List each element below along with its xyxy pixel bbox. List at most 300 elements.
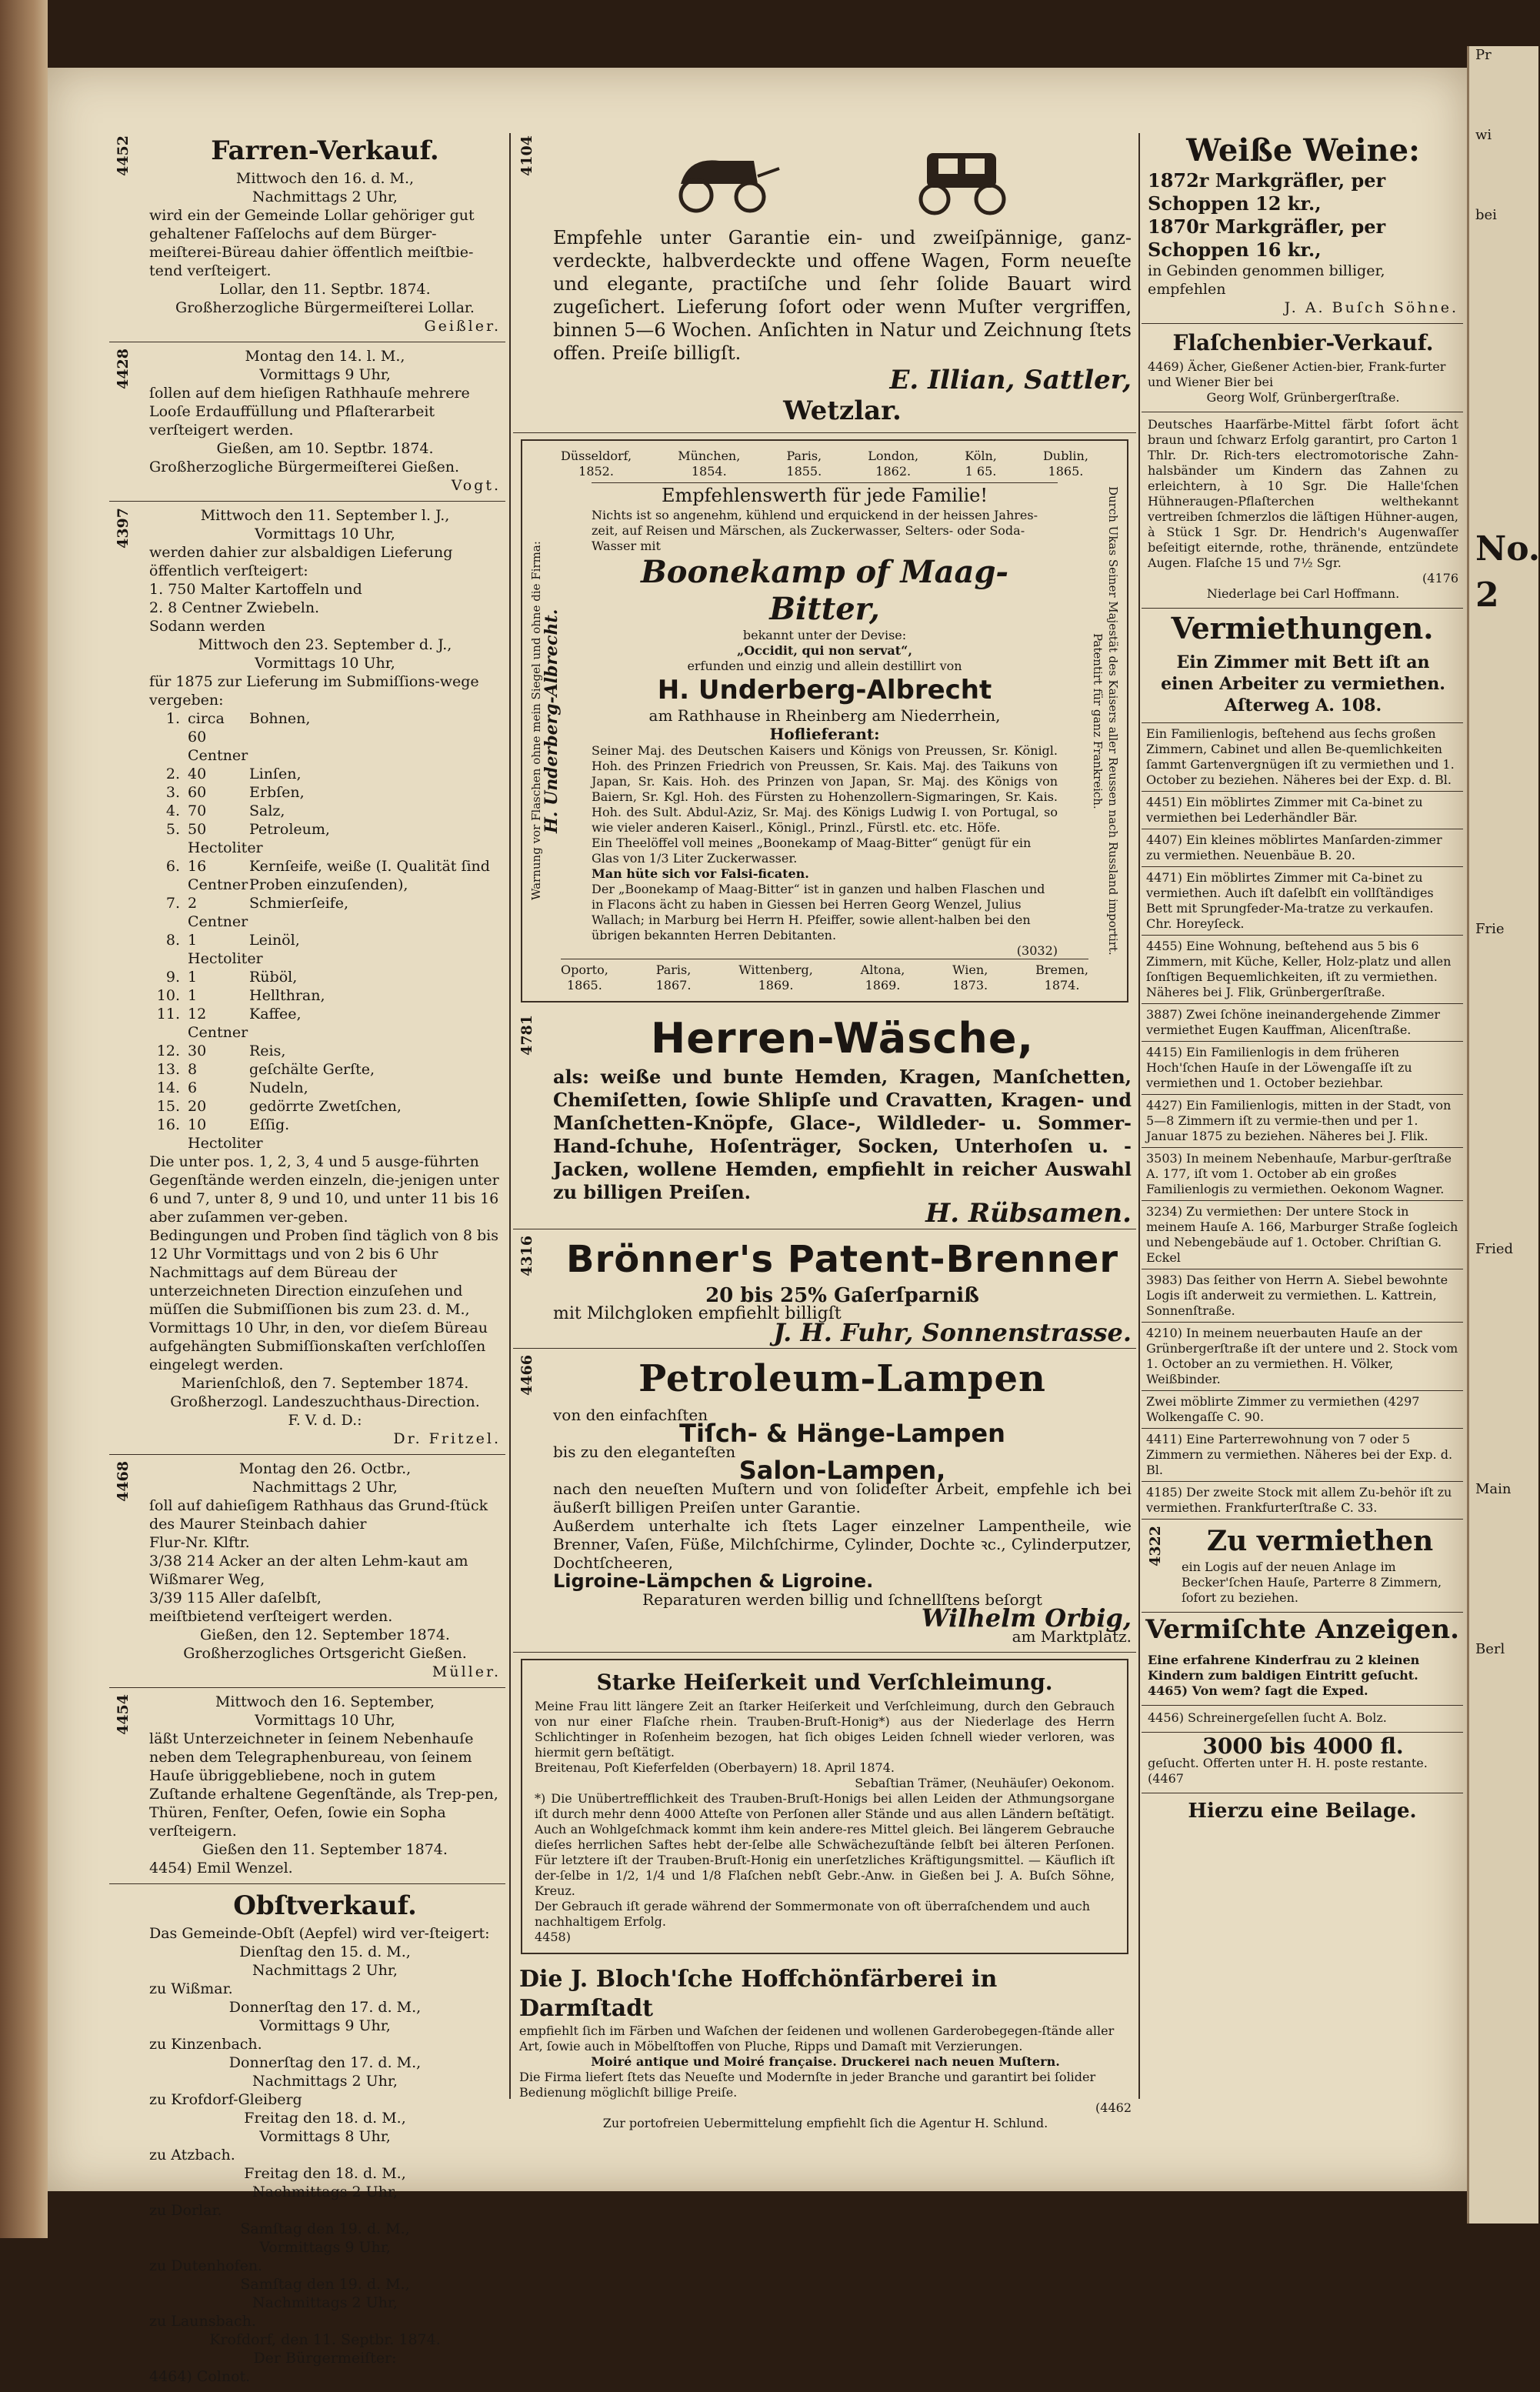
next-page-line xyxy=(1475,1160,1538,1179)
item-cell: 14. xyxy=(156,1079,180,1096)
item-cell: 6 xyxy=(188,1079,198,1096)
award-city xyxy=(965,449,997,479)
item-cell: 1 Hectoliter xyxy=(188,932,263,967)
item-cell: 50 Hectoliter xyxy=(188,821,263,856)
ad-signature: 4454) Emil Wenzel. xyxy=(149,1860,293,1877)
list-item xyxy=(149,709,501,765)
next-page-line xyxy=(1475,366,1538,385)
ad-line: Donnerſtag den 17. d. M., xyxy=(228,1999,422,2016)
boone-supplier-label: Hoflieferant: xyxy=(769,725,880,743)
ad-line: Vormittags 10 Uhr, xyxy=(255,1712,395,1729)
award-cities-bottom xyxy=(561,959,1088,993)
ad-line: zu Atzbach. xyxy=(149,2147,235,2163)
right-column xyxy=(1142,129,1463,2122)
ad-line: Dienſtag den 15. d. M., xyxy=(239,1943,411,1960)
item-cell: 2. xyxy=(165,766,180,782)
rental-item: 4455) Eine Wohnung, beſtehend aus 5 bis 6 Zimmern, mit Küche, Keller, Holz-platz und allen ſonſtigen Bequemlichkeiten, iſt zu vermiethen. Näheres bei J. Flik, Grünbergerſtraße. xyxy=(1142,936,1463,1004)
next-page-line: Main xyxy=(1475,1481,1512,1497)
item-cell: 12 Centner xyxy=(188,1006,248,1041)
ad-line: Marienſchloß, den 7. September 1874. xyxy=(181,1375,469,1392)
rental-item: 3887) Zwei ſchöne ineinandergehende Zimmer vermiethet Eugen Kauffman, Alicenſtraße. xyxy=(1142,1004,1463,1042)
ad-line: Großherzogliche Bürgermeiſterei Lollar. xyxy=(175,299,475,316)
item-cell: 7. xyxy=(165,895,180,912)
next-page-edge xyxy=(1467,46,1538,2224)
ad-code: 4458) xyxy=(535,1930,571,1944)
ad-body: 4469) Ächer, Gießener Actien-bier, Frank-furter und Wiener Bier bei xyxy=(1148,359,1446,389)
ad-line: Nachmittags 2 Uhr, xyxy=(252,1962,398,1979)
item-cell: Schmierſeife, xyxy=(249,895,348,912)
ad-line: zu Launsbach. xyxy=(149,2313,256,2330)
award-text: Bremen, xyxy=(1035,962,1088,977)
ad-highlight: Ligroine-Lämpchen & Ligroine. xyxy=(553,1570,874,1592)
ad-signature: Dr. Fritzel. xyxy=(393,1430,501,1447)
ad-subtitle: 20 bis 25% Gaſerſparniß xyxy=(705,1284,979,1307)
boone-motto: bekannt unter der Devise: xyxy=(742,628,907,642)
item-cell: Salz, xyxy=(249,802,285,819)
ad-number: 4397 xyxy=(115,508,132,549)
side-warning xyxy=(528,464,582,978)
carriage-icon xyxy=(665,142,781,219)
award-text: 1867. xyxy=(655,978,692,992)
ad-line: Nachmittags 2 Uhr, xyxy=(252,2294,398,2311)
rental-item: 4407) Ein kleines möblirtes Manſarden-zimmer zu vermiethen. Neuenbäue B. 20. xyxy=(1142,829,1463,867)
award-cities-top xyxy=(561,449,1088,479)
ad-title: Zu vermiethen xyxy=(1206,1525,1434,1557)
ad-line: bis zu den eleganteſten xyxy=(553,1443,736,1461)
boone-dealer: Der „Boonekamp of Maag-Bitter“ ist in ganzen und halben Flaschen und in Flacons ächt zu haben in Giessen bei Herren Georg Wenzel, Julius Wallach; in Marburg bei Herrn H. Pfeiffer, sowie allent-halben bei den übrigen bekannten Herren Debitanten. xyxy=(592,882,1045,942)
item-list xyxy=(149,709,501,1153)
award-text: London, xyxy=(868,449,919,463)
ad-signer: H. Rübsamen. xyxy=(925,1198,1132,1229)
ad-schreinergesellen xyxy=(1142,1706,1463,1733)
ad-number: 4466 xyxy=(518,1355,535,1396)
next-page-line: Fried xyxy=(1475,1241,1514,1257)
next-page-line xyxy=(1475,1400,1538,1419)
item-cell: 6. xyxy=(165,858,180,875)
item-cell: Rüböl, xyxy=(249,969,298,986)
supplement-note: Hierzu eine Beilage. xyxy=(1188,1800,1417,1823)
next-page-line: bei xyxy=(1475,207,1497,223)
ad-line: Sodann werden xyxy=(149,618,265,635)
next-page-line xyxy=(1475,1000,1538,1019)
item-cell: 10. xyxy=(156,987,180,1004)
list-item xyxy=(149,1060,501,1079)
list-item xyxy=(149,968,501,986)
ad-note: *) Die Unübertrefflichkeit des Trauben-Bruſt-Honigs bei allen Leiden der Athmungsorgane iſt durch mehr denn 4000 Atteſte von Perſonen aller Stände und aus allen Ländern beſtätigt. Auch an Wohlgeſchmack kommt ihm kein andere-res Mittel gleich. Bei längerem Gebrauche dieſes herrlichen Saftes hebt der-ſelbe alle Schwächezuſtände ſelbſt bei älteren Perſonen. Für letztere iſt der Trauben-Bruſt-Honig ein unerſetzliches Kräftigungsmittel. — Käuflich iſt der-ſelbe in 1/2, 1/4 und 1/8 Flaſchen nebſt Gebr.-Anw. in Gießen bei J. A. Buſch Söhne, Kreuz. xyxy=(535,1791,1115,1898)
ad-signature: Vogt. xyxy=(451,477,501,494)
list-item xyxy=(149,857,501,894)
ad-body: Außerdem unterhalte ich ſtets Lager einzelner Lampentheile, wie Brenner, Vaſen, Füße, Milchſchirme, Cylinder, Dochte ꝛc., Cylinderputzer, Dochtſcheeren, xyxy=(553,1516,1132,1572)
award-text: Wittenberg, xyxy=(738,962,813,977)
award-text: 1873. xyxy=(952,978,988,992)
ad-number: 4452 xyxy=(115,135,132,176)
ad-line: Vormittags 10 Uhr, xyxy=(255,655,395,672)
ad-number: 4322 xyxy=(1147,1526,1164,1566)
item-cell: geſchälte Gerſte, xyxy=(249,1061,375,1078)
item-cell: 30 xyxy=(188,1043,207,1059)
next-page-line xyxy=(1475,1320,1538,1339)
ad-line: Nachmittags 2 Uhr, xyxy=(252,2183,398,2200)
rental-item: 4210) In meinem neuerbauten Hauſe an der Grünbergerſtraße iſt der untere und 2. Stock vom 1. October an zu vermiethen. H. Völker, Weißbinder. xyxy=(1142,1323,1463,1391)
list-item xyxy=(149,783,501,802)
ad-body: empfiehlt ſich im Färben und Waſchen der ſeidenen und wollenen Garderobegegen-ſtände aller Art, ſowie auch in Möbelſtoffen von Pluche, Ripps und Damaſt mit Verzierungen. xyxy=(519,2023,1115,2053)
next-page-line xyxy=(1475,1560,1538,1579)
item-cell: 2 Centner xyxy=(188,895,248,930)
next-page-line: No. 2 xyxy=(1475,529,1540,615)
next-page-text xyxy=(1475,46,1538,1659)
ad-signature: 4464) Colnot. xyxy=(149,2368,251,2385)
coach-icon xyxy=(904,142,1019,219)
boone-motto: erfunden und einzig und allein destillirt von xyxy=(687,659,962,673)
ad-line: Bedingungen und Proben ſind täglich von 8 bis 12 Uhr Vormittags und von 2 bis 6 Uhr Nachmittags auf dem Büreau der unterzeichneten Direction einzuſehen und müſſen die Submiſſionen bis zum 23. d. M., Vormittags 10 Uhr, in den, vor dieſem Büreau aufgehängten Submiſſionskaſten verſchloſſen eingelegt werden. xyxy=(149,1227,498,1373)
ad-erdauffuellung xyxy=(109,342,505,502)
rental-item: Zwei möblirte Zimmer zu vermiethen (4297 Wolkengaſſe C. 90. xyxy=(1142,1391,1463,1429)
ad-line: 1872r Markgräfler, per Schoppen 12 kr., xyxy=(1148,169,1386,215)
ad-highlight: Moiré antique und Moiré française. Druckerei nach neuen Muſtern. xyxy=(591,2054,1060,2069)
ad-title: Weiße Weine: xyxy=(1186,132,1420,168)
ad-line: Gießen, den 12. September 1874. xyxy=(200,1626,450,1643)
item-cell: 4. xyxy=(165,802,180,819)
next-page-line: wi xyxy=(1475,127,1492,143)
award-city xyxy=(868,449,918,479)
ad-heading: Salon-Lampen, xyxy=(738,1456,946,1485)
ad-body: geſucht. Offerten unter H. H. poste restante. (4467 xyxy=(1148,1756,1428,1786)
ad-haarfaerbe xyxy=(1142,412,1463,609)
item-cell: Erbſen, xyxy=(249,784,305,801)
ad-geld-gesucht xyxy=(1142,1733,1463,1793)
ad-line: Lollar, den 11. Septbr. 1874. xyxy=(219,281,431,298)
item-cell: 9. xyxy=(165,969,180,986)
item-cell: 60 xyxy=(188,784,207,801)
ad-place: am Marktplatz. xyxy=(1012,1627,1132,1646)
ad-signature: Müller. xyxy=(432,1663,501,1680)
ad-line: Montag den 14. l. M., xyxy=(245,348,405,365)
carriage-illustrations xyxy=(553,134,1132,226)
ad-line: zu Dutenhofen. xyxy=(149,2257,263,2274)
ad-line: Gießen, am 10. Septbr. 1874. xyxy=(216,440,434,457)
ad-obstverkauf xyxy=(109,1884,505,2392)
next-page-line xyxy=(1475,760,1538,779)
award-text: 1862. xyxy=(875,464,912,479)
side-text: Warnung vor Flaschen ohne mein Siegel und ohne die Firma: xyxy=(529,541,543,901)
item-cell: circa 60 Centner xyxy=(188,710,248,764)
ad-line: für 1875 zur Lieferung im Submiſſions-wege vergeben: xyxy=(149,673,479,709)
ad-line: meiſtbietend verſteigert werden. xyxy=(149,1608,393,1625)
item-cell: Bohnen, xyxy=(249,710,311,727)
award-text: Dublin, xyxy=(1042,449,1088,463)
ad-petroleum-lampen xyxy=(513,1349,1136,1653)
ad-agent: Zur portofreien Uebermittelung empfiehlt ſich die Agentur H. Schlund. xyxy=(602,2116,1048,2130)
list-item xyxy=(149,986,501,1005)
ad-body: Eine erfahrene Kinderfrau zu 2 kleinen Kindern zum baldigen Eintritt geſucht. 4465) Von wem? ſagt die Exped. xyxy=(1148,1653,1420,1698)
ad-title: Brönner's Patent-Brenner xyxy=(566,1238,1118,1281)
ad-verstei gerung-wenzel xyxy=(109,1688,505,1884)
ad-line: Das Gemeinde-Obſt (Aepfel) wird ver-ſteigert: xyxy=(149,1925,490,1942)
ad-code: (4462 xyxy=(1095,2100,1132,2115)
ad-line: Mittwoch den 16. d. M., xyxy=(235,170,415,187)
ad-carriages xyxy=(513,129,1136,433)
boone-product: Boonekamp of Maag-Bitter, xyxy=(640,554,1009,627)
ad-line: Vormittags 10 Uhr, xyxy=(255,525,395,542)
ad-place: Breitenau, Poſt Kieferfelden (Oberbayern) 18. April 1874. xyxy=(535,1760,895,1775)
item-cell: 70 xyxy=(188,802,207,819)
list-item xyxy=(149,1042,501,1060)
ad-signer: E. Illian, Sattler, xyxy=(889,365,1132,395)
ad-line: zu Krofdorf-Gleiberg xyxy=(149,2091,302,2108)
ad-number: 4104 xyxy=(518,135,535,176)
award-text: München, xyxy=(678,449,741,463)
ad-line: Flur-Nr. Klftr. xyxy=(149,1534,250,1551)
column-rule xyxy=(1138,133,1140,2099)
award-text: 1 65. xyxy=(965,464,997,479)
book-spine xyxy=(0,0,48,2238)
ad-line: Mittwoch den 11. September l. J., xyxy=(200,507,450,524)
ad-line: 3/39 115 Aller daſelbſt, xyxy=(149,1590,322,1606)
item-cell: 12. xyxy=(156,1043,180,1059)
ad-line: Nachmittags 2 Uhr, xyxy=(252,188,398,205)
rental-item: 4471) Ein möblirtes Zimmer mit Ca-binet zu vermiethen. Auch iſt daſelbſt ein vollſtändiges Bett mit Sprungfeder-Ma-tratze zu verkaufen. Chr. Horeyſeck. xyxy=(1142,867,1463,936)
list-item xyxy=(149,931,501,968)
rental-list xyxy=(1142,723,1463,1520)
next-page-line xyxy=(1475,1080,1538,1099)
ad-zimmer-bett xyxy=(1142,647,1463,723)
item-cell: 13. xyxy=(156,1061,180,1078)
ad-line: Mittwoch den 23. September d. J., xyxy=(198,636,452,653)
list-item xyxy=(149,765,501,783)
award-text: 1865. xyxy=(566,978,602,992)
ad-line: Der Bürgermeiſter: xyxy=(253,2350,397,2367)
boone-dose: Ein Theelöffel voll meines „Boonekamp of Maag-Bitter“ genügt für ein Glas von 1/3 Liter Zuckerwasser. xyxy=(592,836,1032,866)
list-item xyxy=(149,1116,501,1153)
item-cell: 11. xyxy=(156,1006,180,1023)
ad-line: 3/38 214 Acker an der alten Lehm-kaut am Wißmarer Weg, xyxy=(149,1553,468,1588)
ad-title: Herren-Wäsche, xyxy=(651,1014,1034,1063)
ad-line: Samſtag den 19. d. M., xyxy=(240,2220,410,2237)
item-cell: gedörrte Zwetſchen, xyxy=(249,1098,402,1115)
item-cell: Eſſig. xyxy=(249,1116,290,1133)
rental-item: Ein Familienlogis, beſtehend aus ſechs großen Zimmern, Cabinet und allen Be-quemlichkeiten ſammt Gartenvergnügen iſt zu vermiethen und 1. October zu beziehen. Näheres bei der Exp. d. Bl. xyxy=(1142,723,1463,792)
award-text: Düsseldorf, xyxy=(561,449,632,463)
ad-line: wird ein der Gemeinde Lollar gehöriger gut gehaltener Faſſelochs auf dem Bürger-meiſterei-Büreau dahier öffentlich meiſtbie-tend verſteigert. xyxy=(149,207,475,279)
rental-item: 3234) Zu vermiethen: Der untere Stock in meinem Hauſe A. 166, Marburger Straße ſogleich und Nebengebäude auf 1. October. Chriſtian G. Eckel xyxy=(1142,1201,1463,1269)
boone-warning: Man hüte sich vor Falsi-ficaten. xyxy=(592,866,809,881)
item-cell: 16. xyxy=(156,1116,180,1133)
ad-broenner xyxy=(513,1229,1136,1349)
item-cell: Kaffee, xyxy=(249,1006,302,1023)
ad-heading: Tiſch- & Hänge-Lampen xyxy=(679,1419,1005,1448)
ad-line: Mittwoch den 16. September, xyxy=(215,1693,435,1710)
ad-line: Donnerſtag den 17. d. M., xyxy=(228,2054,422,2071)
boone-headline: Empfehlenswerth für jede Familie! xyxy=(592,482,1058,508)
ad-heiserkeit xyxy=(521,1659,1128,1954)
boone-address: am Rathhause in Rheinberg am Niederrhein, xyxy=(648,706,1001,725)
newspaper-page xyxy=(48,68,1467,2385)
ad-line: Die unter pos. 1, 2, 3, 4 und 5 ausge-führten Gegenſtände werden einzeln, die-jenigen unter 6 und 7, unter 8, 9 und 10, und unter 11 bis 16 aber zuſammen ver-geben. xyxy=(149,1153,499,1226)
next-page-line: Pr xyxy=(1475,47,1492,63)
award-city xyxy=(738,962,813,993)
ad-place: Niederlage bei Carl Hoffmann. xyxy=(1206,586,1400,601)
award-text: Paris, xyxy=(655,962,692,977)
rental-item: 3503) In meinem Nebenhauſe, Marbur-gerſtraße A. 177, iſt vom 1. October ab ein großes Familienlogis zu vermiethen. Oekonom Wagner. xyxy=(1142,1148,1463,1201)
ad-title: Die J. Bloch'ſche Hoffchönfärberei in Darmſtadt xyxy=(519,1966,998,2022)
ad-line: Gießen den 11. September 1874. xyxy=(202,1841,448,1858)
ad-body: 4456) Schreinergeſellen ſucht A. Bolz. xyxy=(1148,1710,1387,1725)
ad-line: von den einfachſten xyxy=(553,1406,708,1424)
section-title-vermischte: Vermiſchte Anzeigen. xyxy=(1145,1614,1459,1645)
ad-title: Ein Zimmer mit Bett iſt an einen Arbeiter zu vermiethen. Aſterweg A. 108. xyxy=(1161,652,1445,716)
boone-maker: H. Underberg-Albrecht xyxy=(657,675,992,706)
ad-place: Wetzlar. xyxy=(783,395,902,426)
ad-line: Vormittags 9 Uhr, xyxy=(259,2017,391,2034)
ad-code: (4176 xyxy=(1422,571,1458,585)
item-cell: Nudeln, xyxy=(249,1079,308,1096)
ad-number: 4316 xyxy=(518,1236,535,1276)
ad-title: Flaſchenbier-Verkauf. xyxy=(1172,330,1434,355)
ad-line: Krofdorf, den 11. Septbr. 1874. xyxy=(209,2331,441,2348)
ad-boonekamp xyxy=(521,439,1128,1003)
rental-item: 4411) Eine Parterrewohnung von 7 oder 5 Zimmern zu vermiethen. Näheres bei der Exp. d. Bl. xyxy=(1142,1429,1463,1482)
award-city xyxy=(656,962,692,993)
ad-line: zu Kinzenbach. xyxy=(149,2036,262,2053)
item-cell: 40 xyxy=(188,766,207,782)
ad-line: Großherzogliche Bürgermeiſterei Gießen. xyxy=(149,459,460,475)
ad-body xyxy=(149,1924,501,2367)
boone-intro: Nichts ist so angenehm, kühlend und erquickend in der heissen Jahres-zeit, auf Reisen und Märschen, als Zuckerwasser, Selters- oder Soda-Wasser mit xyxy=(592,508,1038,553)
ad-kinderfrau xyxy=(1142,1648,1463,1706)
next-page-line: Frie xyxy=(1475,921,1505,937)
ad-number: 4428 xyxy=(115,349,132,389)
side-name: H. Underberg-Albrecht. xyxy=(542,609,562,833)
ad-body: Empfehle unter Garantie ein- und zweiſpännige, ganz-verdeckte, halbverdeckte und offene Wagen, Form neueſte und elegante, practiſche und ſehr ſolide Bauart wird zugeſichert. Lieferung ſofort oder wenn Muſter vergriffen, binnen 5—6 Wochen. Anſichten in Natur und Zeichnung ſtets offen. Preiſe billigſt. xyxy=(553,227,1132,364)
next-page-line: Berl xyxy=(1475,1641,1505,1657)
next-page-line xyxy=(1475,840,1538,859)
award-text: Wien, xyxy=(952,962,988,977)
rental-item: 3983) Das ſeither von Herrn A. Siebel bewohnte Logis iſt anderweit zu vermiethen. L. Kattrein, Sonnenſtraße. xyxy=(1142,1269,1463,1323)
award-text: Köln, xyxy=(965,449,997,463)
ad-line: Großherzogl. Landeszuchthaus-Direction. xyxy=(170,1393,480,1410)
column-rule xyxy=(509,133,511,2099)
item-cell: 16 Centner xyxy=(188,858,248,893)
ad-herren-waesche xyxy=(513,1009,1136,1229)
ad-line: 1870r Markgräfler, per Schoppen 16 kr., xyxy=(1148,215,1386,261)
ad-signer: Sebaſtian Trämer, (Neuhäuſer) Oekonom. xyxy=(855,1776,1115,1790)
award-city xyxy=(861,962,905,993)
award-text: 1852. xyxy=(578,464,614,479)
ad-line: Großherzogliches Ortsgericht Gießen. xyxy=(183,1645,467,1662)
next-page-line xyxy=(1475,286,1538,305)
ad-line: läßt Unterzeichneter in ſeinem Nebenhauſe neben dem Telegraphenbureau, von ſeinem Hauſe übriggebliebene, noch in gutem Zuſtande erhaltene Gegenſtände, als Trep-pen, Thüren, Fenſter, Oefen, ſowie ein Sopha verſteigern. xyxy=(149,1730,498,1840)
boone-motto: „Occidit, qui non servat“, xyxy=(737,643,912,658)
ad-flaschenbier xyxy=(1142,324,1463,412)
item-cell: 10 Hectoliter xyxy=(188,1116,263,1152)
award-text: 1869. xyxy=(865,978,901,992)
item-cell: Reis, xyxy=(249,1043,286,1059)
ad-line: Nachmittags 2 Uhr, xyxy=(252,2073,398,2090)
ad-number: 4781 xyxy=(518,1015,535,1056)
item-cell: Kernſeife, weiße (I. Qualität ſind Proben einzuſenden), xyxy=(249,858,490,893)
item-cell: 1 xyxy=(188,987,198,1004)
ad-line: Reparaturen werden billig und ſchnellſtens beſorgt xyxy=(642,1590,1042,1609)
side-patent: Durch Ukas Seiner Majestät des Kaisers aller Reussen nach Russland importirt. Patentirt für ganz Frankreich. xyxy=(1091,486,1120,956)
ad-body: Deutsches Haarfärbe-Mittel färbt ſofort ächt braun und ſchwarz Erfolg garantirt, pro Carton 1 Thlr. Dr. Rich-ters electromotorische Zahn-halsbänder um Kindern das Zahnen zu erleichtern, à 10 Sgr. Die Halle'ſchen Hühneraugen-Pflaſterchen welthekannt vertreiben ſchmerzlos die läſtigen Hühner-augen, à Stück 1 Sgr. Dr. Hendrich's Augenwaſſer beſeitigt eiternde, rothe, thränende, entzündete Augen. Flaſche 15 und 7½ Sgr. xyxy=(1148,417,1458,570)
award-text: 1854. xyxy=(691,464,727,479)
award-city xyxy=(952,962,988,993)
ad-line: in Gebinden genommen billiger, empfehlen xyxy=(1148,262,1385,298)
item-cell: 3. xyxy=(165,784,180,801)
award-city xyxy=(678,449,740,479)
ad-title: Obſtverkauf. xyxy=(233,1890,417,1921)
ad-lieferung xyxy=(109,502,505,1455)
award-text: 1865. xyxy=(1048,464,1084,479)
award-text: 1874. xyxy=(1044,978,1080,992)
award-text: Paris, xyxy=(786,449,822,463)
rental-item: 4185) Der zweite Stock mit allem Zu-behör iſt zu vermiethen. Frankfurterſtraße C. 33. xyxy=(1142,1482,1463,1520)
ad-line: ſollen auf dem hieſigen Rathhauſe mehrere Looſe Erdauffüllung und Pflaſterarbeit verſteigert werden. xyxy=(149,385,470,439)
ad-signer: J. A. Buſch Söhne. xyxy=(1284,299,1458,316)
next-page-line xyxy=(1475,446,1538,465)
rental-item: 4415) Ein Familienlogis in dem früheren Hoch'ſchen Hauſe in der Löwengaſſe iſt zu vermiethen und 1. October beziehbar. xyxy=(1142,1042,1463,1095)
ad-line: zu Wißmar. xyxy=(149,1980,233,1997)
award-text: Altona, xyxy=(860,962,905,977)
award-text: Oporto, xyxy=(561,962,608,977)
section-title-vermiethungen: Vermiethungen. xyxy=(1171,611,1434,646)
ad-body: Meine Frau litt längere Zeit an ſtarker Heiſerkeit und Verſchleimung, durch den Gebrauch von nur einer Flaſche rhein. Trauben-Bruſt-Honig*) aus der Niederlage des Herrn Schlichtinger in Roſenheim bezogen, hat ſich obiges Leiden ſchnell wieder verloren, was hiermit gern beſtätigt. xyxy=(535,1699,1115,1760)
ad-title: Petroleum-Lampen xyxy=(638,1357,1046,1400)
ad-line: Vormittags 9 Uhr, xyxy=(259,366,391,383)
item-cell: 15. xyxy=(156,1098,180,1115)
item-cell: 1. xyxy=(165,710,180,727)
ad-line: F. V. d. D.: xyxy=(288,1412,362,1429)
ad-line: Freitag den 18. d. M., xyxy=(244,2110,406,2127)
ad-line: Vormittags 9 Uhr, xyxy=(259,2239,391,2256)
list-item xyxy=(149,1097,501,1116)
ad-line: Freitag den 18. d. M., xyxy=(244,2165,406,2182)
ad-line: ſoll auf dahieſigem Rathhaus das Grund-ſtück des Maurer Steinbach dahier xyxy=(149,1497,488,1533)
list-item xyxy=(149,894,501,931)
item-cell: 5. xyxy=(165,821,180,838)
ad-number: 4454 xyxy=(115,1694,132,1735)
ad-line: Vormittags 8 Uhr, xyxy=(259,2128,391,2145)
list-item xyxy=(149,1005,501,1042)
item-cell: 1 xyxy=(188,969,198,986)
list-item xyxy=(149,802,501,820)
rental-item: 4451) Ein möblirtes Zimmer mit Ca-binet zu vermiethen bei Lederhändler Bär. xyxy=(1142,792,1463,829)
ad-line: 2. 8 Centner Zwiebeln. xyxy=(149,599,320,616)
list-item xyxy=(149,820,501,857)
next-page-line xyxy=(1475,680,1538,699)
award-city xyxy=(786,449,822,479)
ad-number: 4468 xyxy=(115,1461,132,1502)
ad-weisse-weine xyxy=(1142,129,1463,324)
award-text: 1869. xyxy=(758,978,794,992)
left-column xyxy=(109,129,505,2385)
ad-grundstueck xyxy=(109,1455,505,1688)
award-text: 1855. xyxy=(786,464,822,479)
ad-signature: Geißler. xyxy=(424,318,501,335)
ad-body: Die Firma liefert ſtets das Neueſte und Modernſte in jeder Branche und garantirt bei ſolider Bedienung möglichſt billige Preiſe. xyxy=(519,2070,1096,2100)
rental-item: 4427) Ein Familienlogis, mitten in der Stadt, von 5—8 Zimmern iſt zu vermie-then und per 1. Januar 1875 zu beziehen. Näheres bei J. Flik. xyxy=(1142,1095,1463,1148)
middle-column xyxy=(513,129,1136,2130)
ad-line: Montag den 26. Octbr., xyxy=(238,1460,412,1477)
ad-line: Samſtag den 19. d. M., xyxy=(240,2276,410,2293)
ad-farren-verkauf xyxy=(109,129,505,342)
ad-body: mit Milchgloken empfiehlt billigſt xyxy=(553,1304,842,1323)
ad-line: Nachmittags 2 Uhr, xyxy=(252,1479,398,1496)
ad-line: 1. 750 Malter Kartoffeln und xyxy=(149,581,362,598)
ad-line: werden dahier zur alsbaldigen Lieferung öffentlich verſteigert: xyxy=(149,544,453,579)
ad-line: zu Dorlar. xyxy=(149,2202,222,2219)
ad-title: 3000 bis 4000 fl. xyxy=(1202,1733,1404,1759)
